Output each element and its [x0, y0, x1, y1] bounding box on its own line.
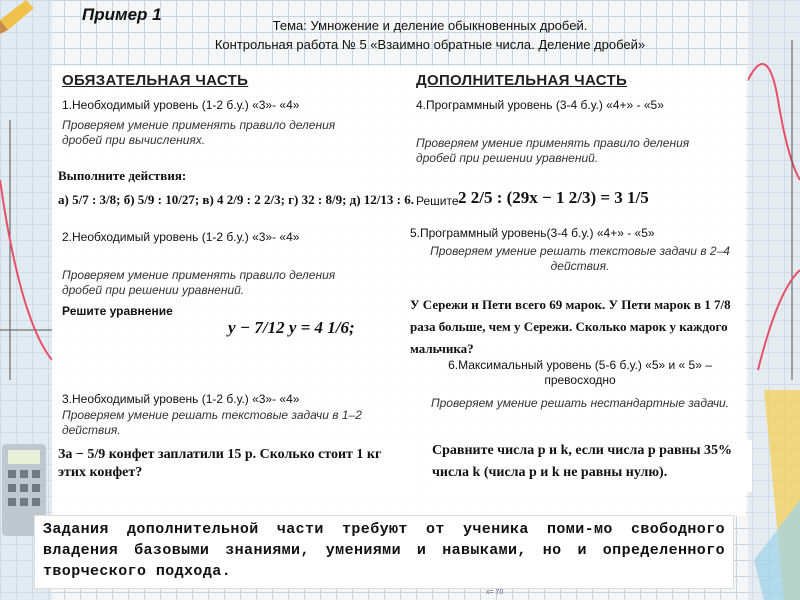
task-1-text: а) 5/7 : 3/8; б) 5/9 : 10/27; в) 4 2/9 : 2 2/3; г) 32 : 8/9; д) 12/13 : 6. [58, 192, 415, 207]
topic-header [130, 16, 730, 54]
equation: y − 7/12 y = 4 1/6; [228, 318, 355, 337]
level-1-title: 1.Необходимый уровень (1-2 б.у.) «3»- «4» [62, 98, 300, 112]
ruler-icon [754, 390, 800, 600]
level-1-description: Проверяем умение применять правило деления дробей при вычислениях. [62, 118, 336, 147]
topic-line-1: Тема: Умножение и деление обыкновенных дробей. [272, 18, 588, 33]
note-banner: Задания дополнительной части требуют от ученика поми-мо свободного владения базовыми знаниями, умениями и навыками, но и определенного творческого подхода. [34, 515, 734, 589]
level-5-description: Проверяем умение решать текстовые задачи в 2–4 действия. [430, 244, 730, 273]
level-5-title: 5.Программный уровень(3-4 б.у.) «4+» - «5» [410, 226, 655, 240]
level-4-title: 4.Программный уровень (3-4 б.у.) «4+» - «5» [416, 98, 664, 112]
level-4-solve-label: Решите [416, 194, 459, 208]
task-5-box: У Сережи и Пети всего 69 марок. У Пети марок в 1 7/8 раза больше, чем у Сережи. Сколько марок у каждого мальчика? [410, 294, 746, 344]
task-6-box: Сравните числа p и k, если числа p равны 35% числа k (числа p и k не равны нулю). [432, 440, 752, 492]
right-graph-decor [748, 40, 800, 380]
task-1-expression [58, 192, 415, 208]
additional-part-heading: ДОПОЛНИТЕЛЬНАЯ ЧАСТЬ [416, 72, 628, 89]
left-graph-decor [0, 120, 52, 380]
level-6-description: Проверяем умение решать нестандартные задачи. [430, 396, 730, 410]
topic-line-2: Контрольная работа № 5 «Взаимно обратные числа. Деление дробей» [214, 37, 646, 52]
example-label: Пример 1 [82, 5, 162, 24]
level-2-task: Решите уравнение [62, 304, 173, 318]
task-1-title: Выполните действия: [58, 168, 187, 183]
required-part-heading: ОБЯЗАТЕЛЬНАЯ ЧАСТЬ [62, 72, 249, 89]
level-4-description: Проверяем умение применять правило деления дробей при решении уравнений. [416, 136, 690, 165]
level-2-title: 2.Необходимый уровень (1-2 б.у.) «3»- «4» [62, 230, 300, 244]
task-3-box: За − 5/9 конфет заплатили 15 р. Сколько стоит 1 кг этих конфет? [58, 446, 412, 490]
level-2-description: Проверяем умение применять правило деления дробей при решении уравнений. [62, 268, 336, 297]
level-3-description: Проверяем умение решать текстовые задачи в 1–2 действия. [62, 408, 362, 437]
level-3-title: 3.Необходимый уровень (1-2 б.у.) «3»- «4» [62, 392, 300, 406]
level-4-expression: 2 2/5 : (29x − 1 2/3) = 3 1/5 [458, 188, 649, 207]
pencil-icon [0, 0, 40, 60]
level-6-title: 6.Максимальный уровень (5-6 б.у.) «5» и « 5» – превосходно [448, 358, 712, 387]
task-1-box [58, 168, 415, 224]
bottom-caption: x= 70 [486, 589, 504, 596]
